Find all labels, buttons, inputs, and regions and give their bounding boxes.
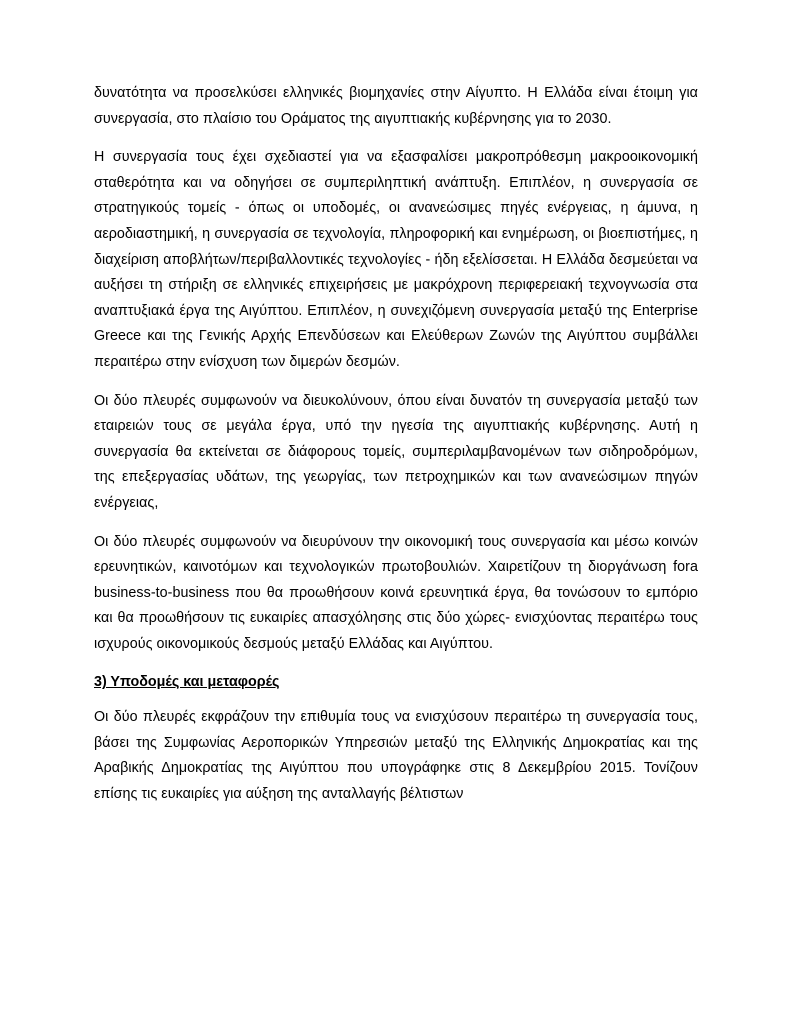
paragraph-1: δυνατότητα να προσελκύσει ελληνικές βιομηχανίες στην Αίγυπτο. Η Ελλάδα είναι έτοιμη για συνεργασία, στο πλαίσιο του Οράματος της αιγυπτιακής κυβέρνησης για το 2030. (94, 85, 698, 127)
paragraph-3: Οι δύο πλευρές συμφωνούν να διευκολύνουν, όπου είναι δυνατόν τη συνεργασία μεταξύ των εταιρειών τους σε μεγάλα έργα, υπό την ηγεσία της αιγυπτιακής κυβέρνησης. Αυτή η συνεργασία θα εκτείνεται σε διάφορους τομείς, συμπεριλαμβανομένων των σιδηροδρόμων, της επεξεργασίας υδάτων, της γεωργίας, των πετροχημικών και των ανανεώσιμων πηγών ενέργειας, (94, 392, 698, 511)
paragraph-2: Η συνεργασία τους έχει σχεδιαστεί για να εξασφαλίσει μακροπρόθεσμη μακροοικονομική σταθερότητα και να οδηγήσει σε συμπεριληπτική ανάπτυξη. Επιπλέον, η συνεργασία σε στρατηγικούς τομείς - όπως οι υποδομές, οι ανανεώσιμες πηγές ενέργειας, η άμυνα, η αεροδιαστημική, η συνεργασία σε τεχνολογία, πληροφορική και ενημέρωση, οι βιοεπιστήμες, η διαχείριση αποβλήτων/περιβαλλοντικές τεχνολογίες - ήδη εξελίσσεται. Η Ελλάδα δεσμεύεται να αυξήσει τη στήριξη σε ελληνικές επιχειρήσεις με μακρόχρονη περιφερειακή τεχνογνωσία στα αναπτυξιακά έργα της Αιγύπτου. Επιπλέον, η συνεχιζόμενη συνεργασία μεταξύ της Enterprise Greece και της Γενικής Αρχής Επενδύσεων και Ελεύθερων Ζωνών της Αιγύπτου συμβάλλει περαιτέρω στην ενίσχυση των διμερών δεσμών. (94, 149, 698, 370)
paragraph-4: Οι δύο πλευρές συμφωνούν να διευρύνουν την οικονομική τους συνεργασία και μέσω κοινών ερευνητικών, καινοτόμων και τεχνολογικών πρωτοβουλιών. Χαιρετίζουν τη διοργάνωση fora business-to-business που θα προωθήσουν κοινά ερευνητικά έργα, θα τονώσουν το εμπόριο και θα προωθήσουν τις ευκαιρίες απασχόλησης στις δύο χώρες- ενισχύοντας περαιτέρω τους ισχυρούς οικονομικούς δεσμούς μεταξύ Ελλάδας και Αιγύπτου. (94, 533, 698, 652)
section-heading: 3) Υποδομές και μεταφορές (94, 674, 280, 691)
document-page (94, 81, 698, 820)
paragraph-5: Οι δύο πλευρές εκφράζουν την επιθυμία τους να ενισχύσουν περαιτέρω τη συνεργασία τους, βάσει της Συμφωνίας Αεροπορικών Υπηρεσιών μεταξύ της Ελληνικής Δημοκρατίας και της Αραβικής Δημοκρατίας της Αιγύπτου που υπογράφηκε στις 8 Δεκεμβρίου 2015. Τονίζουν επίσης τις ευκαιρίες για αύξηση της ανταλλαγής βέλτιστων (94, 709, 698, 802)
